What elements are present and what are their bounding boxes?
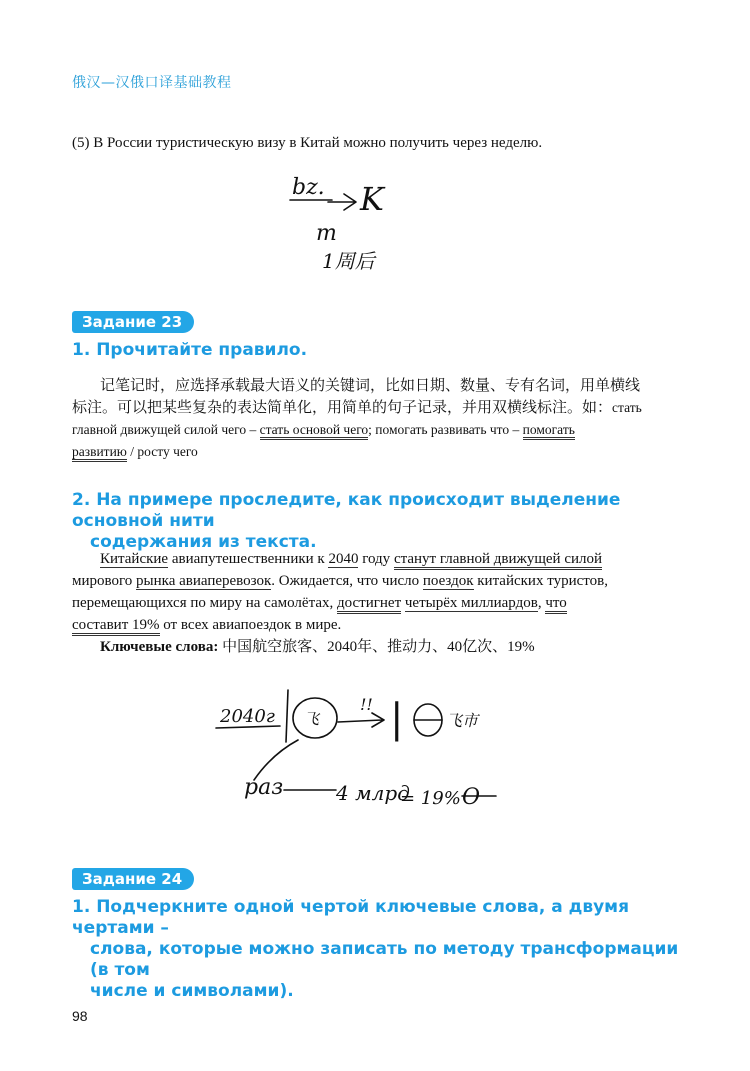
task-23-badge: Задание 23: [72, 311, 194, 333]
page-number: 98: [72, 1008, 88, 1024]
sketch2-bar: |: [390, 696, 404, 742]
task-24-heading: 1. Подчеркните одной чертой ключевые слова, а двумя чертами – слова, которые можно записать по методу трансформации (в том числе и символами).: [72, 897, 679, 1001]
sketch2-circle-text: 飞: [304, 710, 320, 728]
example-text: [72, 548, 682, 658]
rule-paragraph: [72, 375, 682, 463]
rule-line-3: главной движущей силой чего – стать основой чего; помогать развивать что – помогать: [72, 419, 682, 441]
sketch2-year: 2040г: [220, 706, 275, 727]
rule-line-1: 记笔记时，应选择承载最大语义的关键词，比如日期、数量、专有名词，用单横线: [100, 378, 641, 394]
task-23-heading-2: 2. На примере проследите, как происходит выделение основной нити содержания из текста.: [72, 490, 621, 552]
example-text-line-1: Китайские авиапутешественники к 2040 году станут главной движущей силой: [72, 548, 682, 570]
sketch2-fly: 飞市: [446, 711, 479, 730]
handwritten-note-sketch-1: [270, 168, 430, 278]
sketch2-excl: !!: [360, 695, 373, 714]
rule-line-2: 标注。可以把某些复杂的表达简单化，用简单的句子记录，并用双横线标注。如：стать: [72, 400, 642, 416]
example-sentence-5: (5) В России туристическую визу в Китай можно получить через неделю.: [72, 135, 543, 151]
example-text-line-4: составит 19% от всех авиапоездок в мире.: [72, 614, 682, 636]
sketch2-o: O: [462, 785, 481, 810]
sketch2-billion: 4 млрд: [336, 781, 410, 805]
example-text-line-2: мирового рынка авиаперевозок. Ожидается, что число поездок китайских туристов,: [72, 573, 608, 589]
example-text-line-3: перемещающихся по миру на самолётах, достигнет четырёх миллиардов, что: [72, 592, 682, 614]
sketch1-word: bz.: [292, 175, 325, 200]
sketch1-m: m: [316, 221, 337, 246]
sketch1-k: K: [360, 180, 384, 218]
handwritten-note-sketch-2: [210, 682, 530, 832]
running-header: 俄汉—汉俄口译基础教程: [72, 75, 232, 91]
task-24-badge: Задание 24: [72, 868, 194, 890]
sketch2-percent: = 19%: [400, 788, 461, 809]
keywords-line: Ключевые слова: 中国航空旅客、2040年、推动力、40亿次、19%: [100, 639, 535, 655]
sketch1-time: 1周后: [322, 249, 375, 273]
rule-line-4: развитию / росту чего: [72, 441, 682, 463]
sketch2-raz: раз: [244, 775, 284, 800]
task-23-heading-1: 1. Прочитайте правило.: [72, 340, 308, 360]
